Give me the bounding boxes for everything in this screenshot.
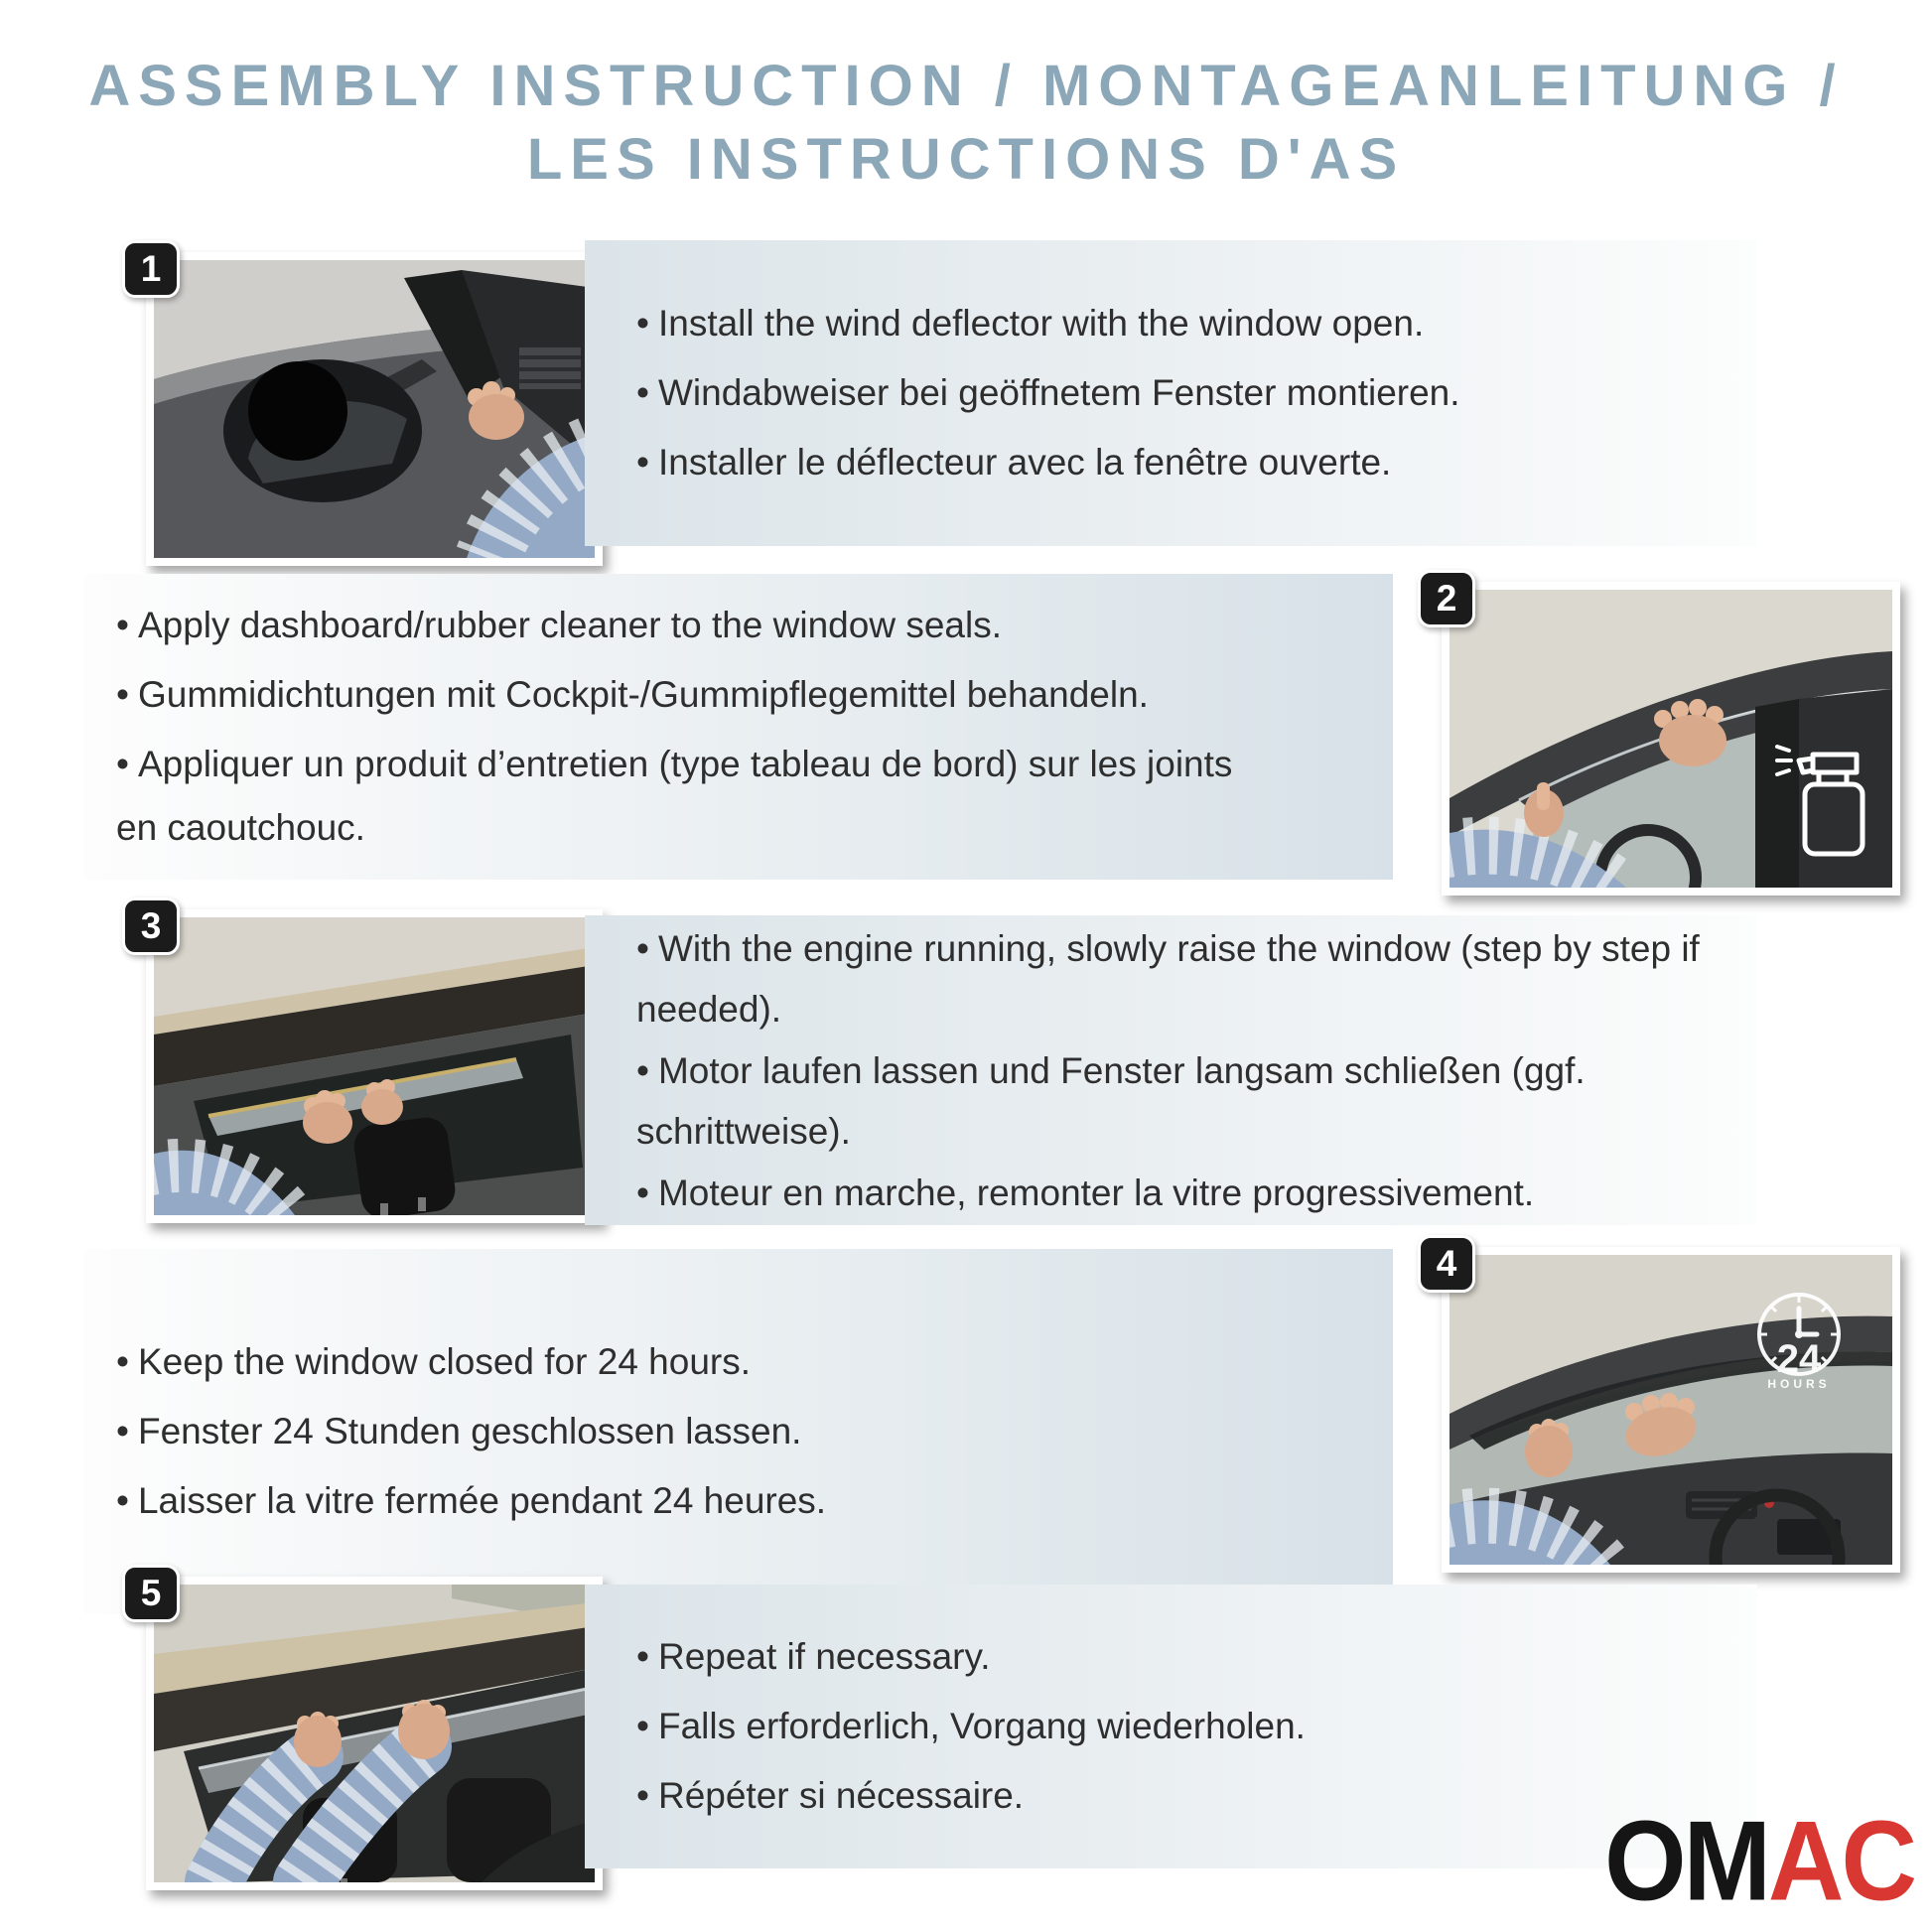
step-4-bullet-fr: • Laisser la vitre fermée pendant 24 heures. bbox=[116, 1469, 826, 1533]
page-title bbox=[0, 50, 1932, 197]
hand-right bbox=[361, 1089, 403, 1125]
step-4-photo-illustration bbox=[1449, 1255, 1892, 1565]
step-2-badge: 2 bbox=[1418, 570, 1475, 627]
step-4-instructions bbox=[84, 1249, 1393, 1614]
step-5-bullet-de: • Falls erforderlich, Vorgang wiederholen. bbox=[636, 1695, 1306, 1758]
step-3-badge: 3 bbox=[122, 897, 180, 955]
step-2-photo-illustration bbox=[1449, 590, 1892, 888]
step-4-photo bbox=[1436, 1243, 1900, 1573]
step-1-badge: 1 bbox=[122, 240, 180, 298]
clock-unit-label: HOURS bbox=[1767, 1377, 1831, 1391]
page-title-line1: ASSEMBLY INSTRUCTION / MONTAGEANLEITUNG / bbox=[88, 54, 1844, 118]
hand-left bbox=[1525, 1426, 1573, 1477]
step-5-photo bbox=[140, 1573, 603, 1890]
step-3-bullet-fr: • Moteur en marche, remonter la vitre progressivement. bbox=[636, 1163, 1722, 1223]
step-5-bullet-en: • Repeat if necessary. bbox=[636, 1625, 1306, 1689]
headrest bbox=[351, 1115, 458, 1215]
step-2-bullet-de: • Gummidichtungen mit Cockpit-/Gummipflegemittel behandeln. bbox=[116, 663, 1278, 727]
omac-logo-black-part: OM bbox=[1604, 1798, 1768, 1925]
step-1-bullet-fr: • Installer le déflecteur avec la fenêtre ouverte. bbox=[636, 431, 1460, 494]
omac-logo-red-part: AC bbox=[1767, 1798, 1914, 1925]
step-3-photo bbox=[140, 905, 603, 1223]
step-1-instructions bbox=[585, 240, 1757, 546]
omac-logo bbox=[1604, 1798, 1914, 1925]
page-title-line2: LES INSTRUCTIONS D'AS bbox=[526, 127, 1406, 192]
hand-left bbox=[303, 1102, 352, 1144]
step-1-photo-illustration bbox=[154, 260, 595, 558]
step-3-bullet-de: • Motor laufen lassen und Fenster langsam schließen (ggf. schrittweise). bbox=[636, 1040, 1722, 1162]
clock-number-label: 24 bbox=[1776, 1337, 1822, 1381]
fist-left bbox=[294, 1716, 342, 1767]
step-2-photo bbox=[1436, 578, 1900, 896]
step-3-bullet-en: • With the engine running, slowly raise the window (step by step if needed). bbox=[636, 918, 1722, 1039]
step-5-instructions bbox=[585, 1585, 1757, 1868]
hand-right bbox=[1659, 715, 1726, 766]
fist-right bbox=[398, 1704, 450, 1759]
step-4-badge: 4 bbox=[1418, 1235, 1475, 1293]
b-pillar bbox=[1755, 699, 1799, 888]
step-4-bullet-de: • Fenster 24 Stunden geschlossen lassen. bbox=[116, 1400, 826, 1463]
step-5-photo-illustration bbox=[154, 1585, 595, 1882]
step-3-photo-illustration bbox=[154, 917, 595, 1215]
step-2-bullet-en: • Apply dashboard/rubber cleaner to the window seals. bbox=[116, 594, 1278, 657]
step-5-badge: 5 bbox=[122, 1565, 180, 1622]
step-3-instructions bbox=[585, 915, 1757, 1225]
step-2-instructions bbox=[84, 574, 1393, 880]
step-1-photo bbox=[140, 248, 603, 566]
mirror-blob bbox=[248, 361, 347, 461]
step-5-bullet-fr: • Répéter si nécessaire. bbox=[636, 1764, 1306, 1828]
hand bbox=[469, 394, 524, 440]
step-4-bullet-en: • Keep the window closed for 24 hours. bbox=[116, 1330, 826, 1394]
step-2-bullet-fr: • Appliquer un produit d’entretien (type tableau de bord) sur les joints en caoutchouc. bbox=[116, 733, 1278, 860]
step-1-bullet-en: • Install the wind deflector with the window open. bbox=[636, 292, 1460, 355]
step-1-bullet-de: • Windabweiser bei geöffnetem Fenster montieren. bbox=[636, 361, 1460, 425]
